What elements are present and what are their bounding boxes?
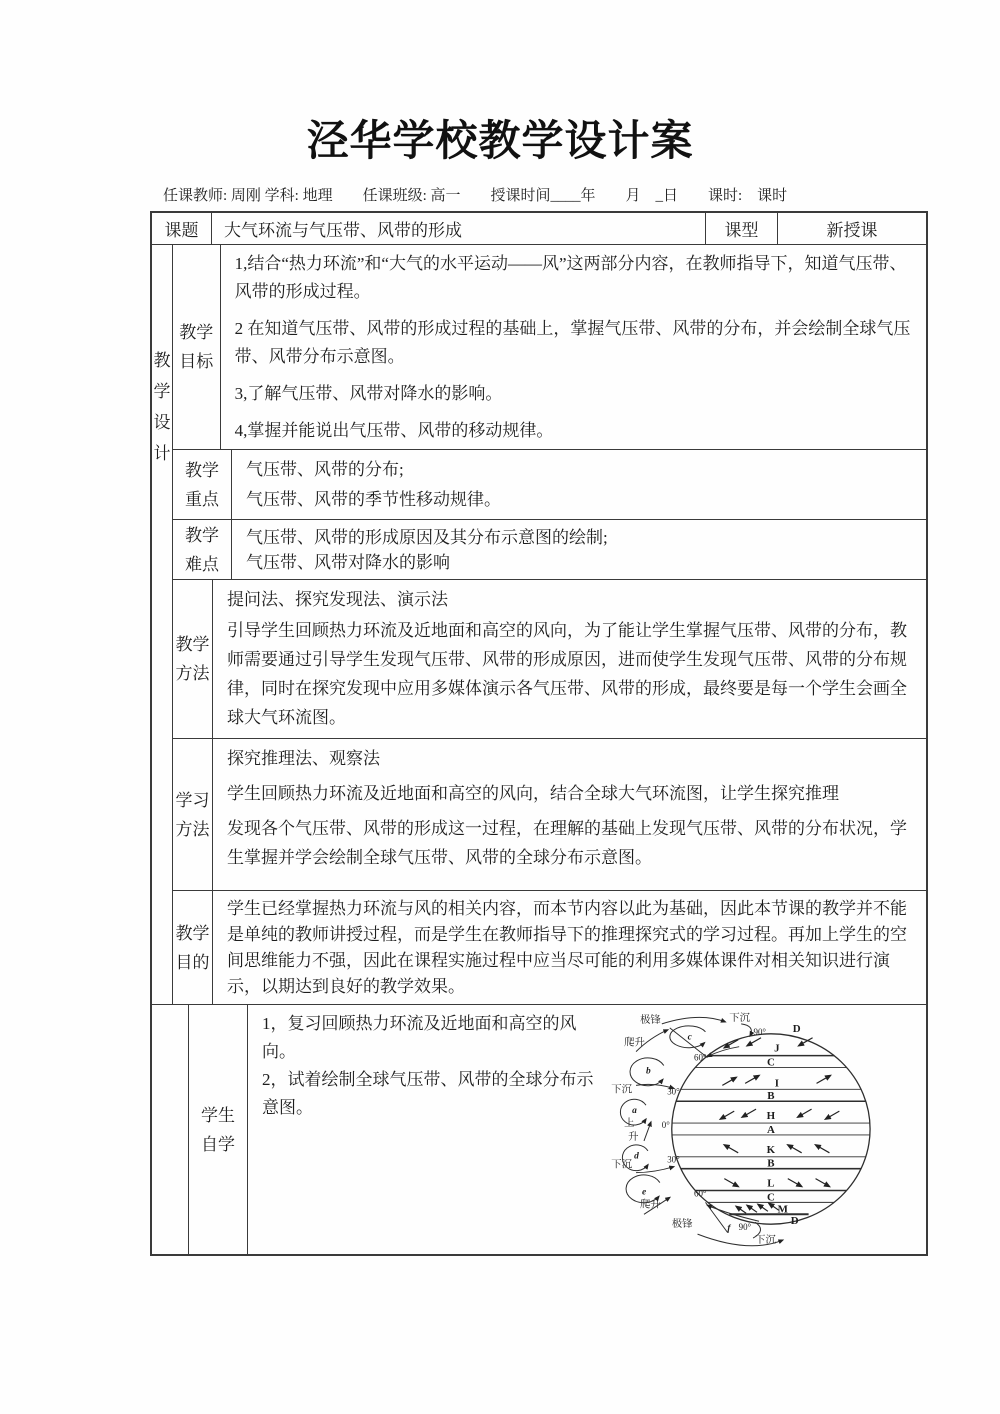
- sink-30n-label: 下沉: [611, 1084, 633, 1096]
- objective-paragraph: 4,掌握并能说出气压带、风带的移动规律。: [234, 421, 554, 440]
- zone-letter-k: K: [766, 1143, 776, 1156]
- key-point-paragraph: 气压带、风带的分布;: [246, 460, 404, 479]
- learning-methods-content: [213, 739, 926, 890]
- lat-60n-label: 60°: [693, 1052, 707, 1063]
- zone-letter-j: J: [774, 1042, 780, 1055]
- lat-60s-label: 60°: [693, 1188, 707, 1199]
- section-label: 教学设计: [153, 351, 171, 463]
- zone-letter-c2: C: [766, 1191, 775, 1204]
- climb-bottom-label: 爬升: [640, 1199, 661, 1211]
- lat-30s-label: 30°: [667, 1154, 680, 1165]
- course-type-label-cell: 课型: [706, 213, 778, 244]
- method-paragraph: 引导学生回顾热力环流及近地面和高空的风向，为了能让学生掌握气压带、风带的分布，教师需要通过引导学生发现气压带、风带的形成原因，进而使学生发现气压带、风带的分布规律，同时在探究发现中应用多媒体演示各气压带、风带的形成，最终要是每一个学生会画全球大气环流图。: [227, 621, 907, 727]
- row-label: 教学目的: [175, 923, 210, 972]
- teaching-methods-content: [213, 580, 926, 738]
- self-study-paragraph: 2，试着绘制全球气压带、风带的全球分布示意图。: [262, 1070, 594, 1117]
- climb-top-label: 爬升: [624, 1037, 645, 1049]
- objective-paragraph: 3,了解气压带、风带对降水的影响。: [234, 384, 503, 403]
- table-row-teaching-methods: [173, 580, 926, 739]
- self-study-content: [248, 1005, 926, 1254]
- row-label-cell: [173, 245, 221, 449]
- zone-letter-c: C: [766, 1056, 775, 1069]
- zone-letter-d-bottom: D: [790, 1215, 799, 1228]
- difficulties-content: [232, 520, 926, 579]
- row-label: 学习方法: [175, 790, 210, 839]
- cell-letter-e: e: [642, 1187, 647, 1198]
- row-label-cell: [173, 739, 213, 890]
- rise-char-bottom: 升: [628, 1131, 639, 1143]
- row-label-cell: [189, 1005, 248, 1254]
- objectives-content: [221, 245, 926, 449]
- zone-letter-m: M: [777, 1203, 788, 1216]
- polar-front-bottom-label: 极锋: [671, 1219, 693, 1231]
- cell-letter-c: c: [687, 1032, 692, 1043]
- lat-90n-label: 90°: [753, 1026, 766, 1037]
- key-point-paragraph: 气压带、风带的季节性移动规律。: [246, 490, 501, 509]
- zone-letters: [767, 1023, 801, 1227]
- self-study-paragraph: 1，复习回顾热力环流及近地面和高空的风向。: [262, 1014, 577, 1061]
- zone-letter-d-top: D: [792, 1022, 801, 1035]
- learning-paragraph: 发现各个气压带、风带的形成这一过程，在理解的基础上发现气压带、风带的分布状况，学生掌握并学会绘制全球气压带、风带的全球分布示意图。: [227, 819, 907, 867]
- lesson-plan-table: [150, 211, 928, 1256]
- zone-letter-b: B: [767, 1090, 775, 1103]
- global-circulation-diagram: [609, 1010, 914, 1248]
- row-label: 教学方法: [175, 635, 210, 683]
- lat-0-label: 0°: [661, 1120, 670, 1131]
- difficulty-paragraph: 气压带、风带的形成原因及其分布示意图的绘制;: [246, 528, 608, 547]
- teaching-purpose-content: [213, 891, 926, 1004]
- wind-arrows: [720, 1038, 839, 1214]
- row-label-cell: [173, 891, 213, 1004]
- lat-90s-label: 90°: [738, 1222, 752, 1233]
- purpose-paragraph: 学生已经掌握热力环流与风的相关内容，而本节内容以此为基础，因此本节课的教学并不能是单纯的教师讲授过程，而是学生在教师指导下的推理探究式的学习过程。再加上学生的空间思维能力不强，因此在课程实施过程中应当尽可能的利用多媒体课件对相关知识进行演示，以期达到良好的教学效果。: [227, 899, 907, 996]
- rise-char-top: 上: [624, 1118, 635, 1130]
- row-label: 教学重点: [185, 460, 219, 509]
- course-info-line: 任课教师: 周刚 学科: 地理 任课班级: 高一 授课时间____年 月 _日 课时: 课时: [163, 188, 788, 204]
- table-row-learning-methods: [173, 739, 926, 891]
- topic-row: [152, 213, 926, 245]
- teaching-design-section: [152, 245, 926, 1005]
- polar-front-top-label: 极锋: [640, 1014, 661, 1026]
- cell-letter-b: b: [645, 1066, 651, 1077]
- empty-left-cell: [152, 1005, 189, 1254]
- row-label-cell: [173, 450, 232, 519]
- row-label-cell: [173, 580, 213, 738]
- row-label-cell: [173, 520, 232, 579]
- zone-letter-a: A: [766, 1123, 775, 1136]
- sink-30s-label: 下沉: [611, 1159, 633, 1171]
- table-row-difficulties: [173, 520, 926, 580]
- section-rows: [173, 245, 926, 1004]
- table-row-objectives: [173, 245, 926, 450]
- self-study-row: [152, 1005, 926, 1254]
- page-title: 泾华学校教学设计案: [306, 119, 694, 165]
- zone-letter-b2: B: [767, 1157, 775, 1170]
- cell-letter-a: a: [632, 1106, 637, 1117]
- objective-paragraph: 1,结合“热力环流”和“大气的水平运动——风”这两部分内容，在教师指导下，知道气压带、风带的形成过程。: [234, 254, 907, 301]
- latitude-labels: [661, 1026, 767, 1235]
- topic-value-cell: 大气环流与气压带、风带的形成: [212, 213, 706, 244]
- objective-paragraph: 2 在知道气压带、风带的形成过程的基础上，掌握气压带、风带的分布，并会绘制全球气压带、风带分布示意图。: [234, 319, 911, 366]
- motion-arrows: [636, 1017, 783, 1245]
- zone-letter-h: H: [766, 1110, 776, 1123]
- lat-30n-label: 30°: [667, 1086, 680, 1097]
- row-label: 教学目标: [179, 323, 214, 371]
- sink-top-label: 下沉: [729, 1012, 751, 1024]
- cell-letter-f: f: [727, 1224, 731, 1235]
- row-label: 学生自学: [201, 1105, 235, 1154]
- learning-paragraph: 学生回顾热力环流及近地面和高空的风向，结合全球大气环流图，让学生探究推理: [227, 784, 839, 803]
- method-paragraph: 提问法、探究发现法、演示法: [227, 590, 448, 609]
- row-label: 教学难点: [185, 525, 219, 574]
- sink-bottom-label: 下沉: [755, 1235, 776, 1247]
- topic-label-cell: 课题: [152, 213, 212, 244]
- table-row-teaching-purpose: [173, 891, 926, 1004]
- learning-paragraph: 探究推理法、观察法: [227, 749, 380, 768]
- difficulty-paragraph: 气压带、风带对降水的影响: [246, 553, 450, 572]
- key-points-content: [232, 450, 926, 519]
- table-row-key-points: [173, 450, 926, 520]
- zone-letter-l: L: [767, 1177, 775, 1190]
- course-type-value-cell: 新授课: [826, 221, 878, 240]
- cell-letter-d: d: [634, 1151, 639, 1162]
- zone-letter-i: I: [774, 1077, 779, 1090]
- section-label-cell: [152, 245, 173, 1004]
